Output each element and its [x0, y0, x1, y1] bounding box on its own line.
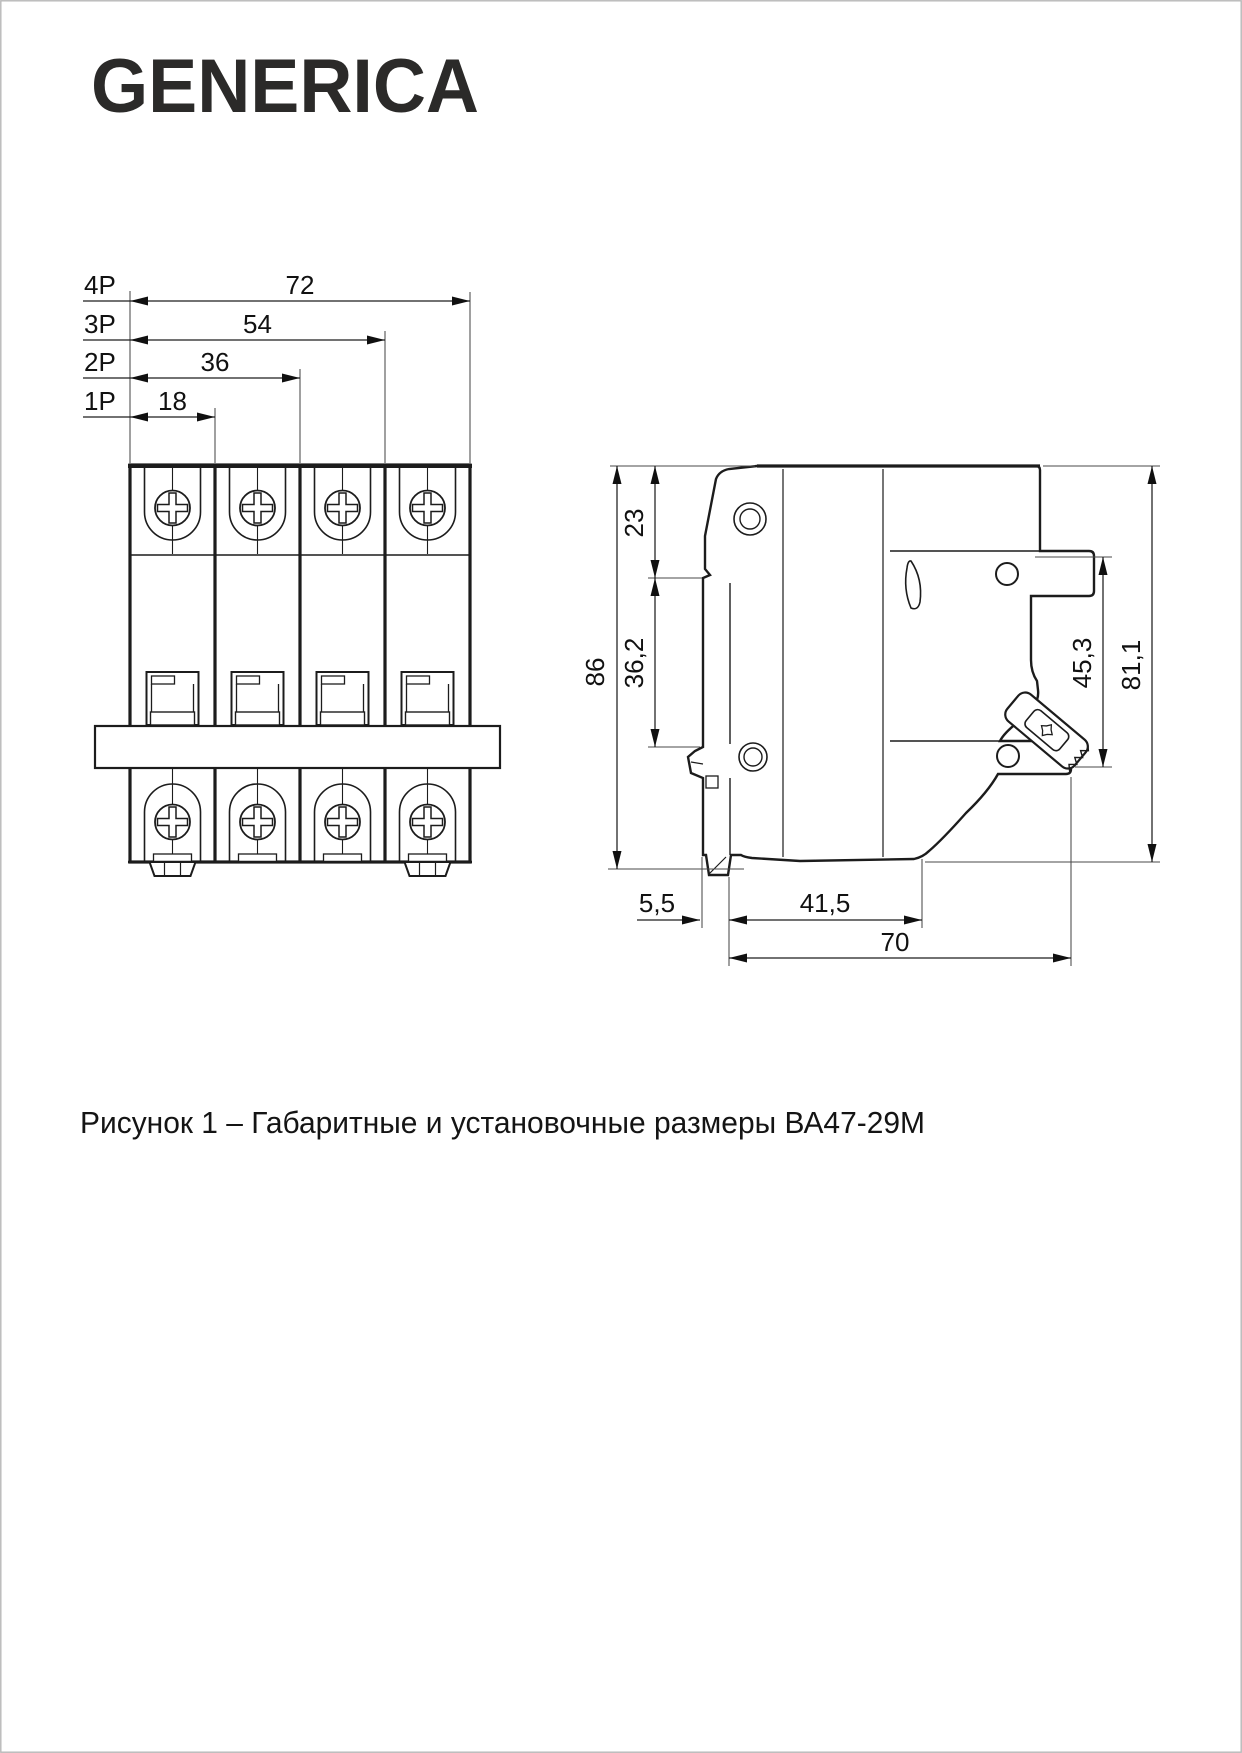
dim-23: 23	[619, 508, 649, 538]
dim-5-5: 5,5	[638, 888, 676, 918]
front-center-band	[95, 726, 500, 768]
dim-86: 86	[580, 657, 610, 687]
pole-label-2p: 2P	[84, 347, 116, 377]
pole-label-3p: 3P	[84, 309, 116, 339]
dim-36-2: 36,2	[619, 637, 649, 689]
pole-label-1p: 1P	[84, 386, 116, 416]
dim-72: 72	[285, 270, 315, 300]
pole-label-4p: 4P	[84, 270, 116, 300]
figure-caption: Рисунок 1 – Габаритные и установочные размеры ВА47-29М	[80, 1105, 925, 1140]
dim-70: 70	[880, 927, 910, 957]
top-flange-hole	[996, 563, 1018, 585]
dim-54: 54	[243, 309, 272, 339]
dim-45-3: 45,3	[1067, 637, 1097, 689]
dim-18: 18	[158, 386, 187, 416]
dim-81-1: 81,1	[1116, 639, 1146, 691]
dim-41-5: 41,5	[799, 888, 851, 918]
brand-logo: GENERICA	[91, 44, 479, 129]
dim-36: 36	[200, 347, 230, 377]
bottom-flange-hole	[997, 745, 1019, 767]
